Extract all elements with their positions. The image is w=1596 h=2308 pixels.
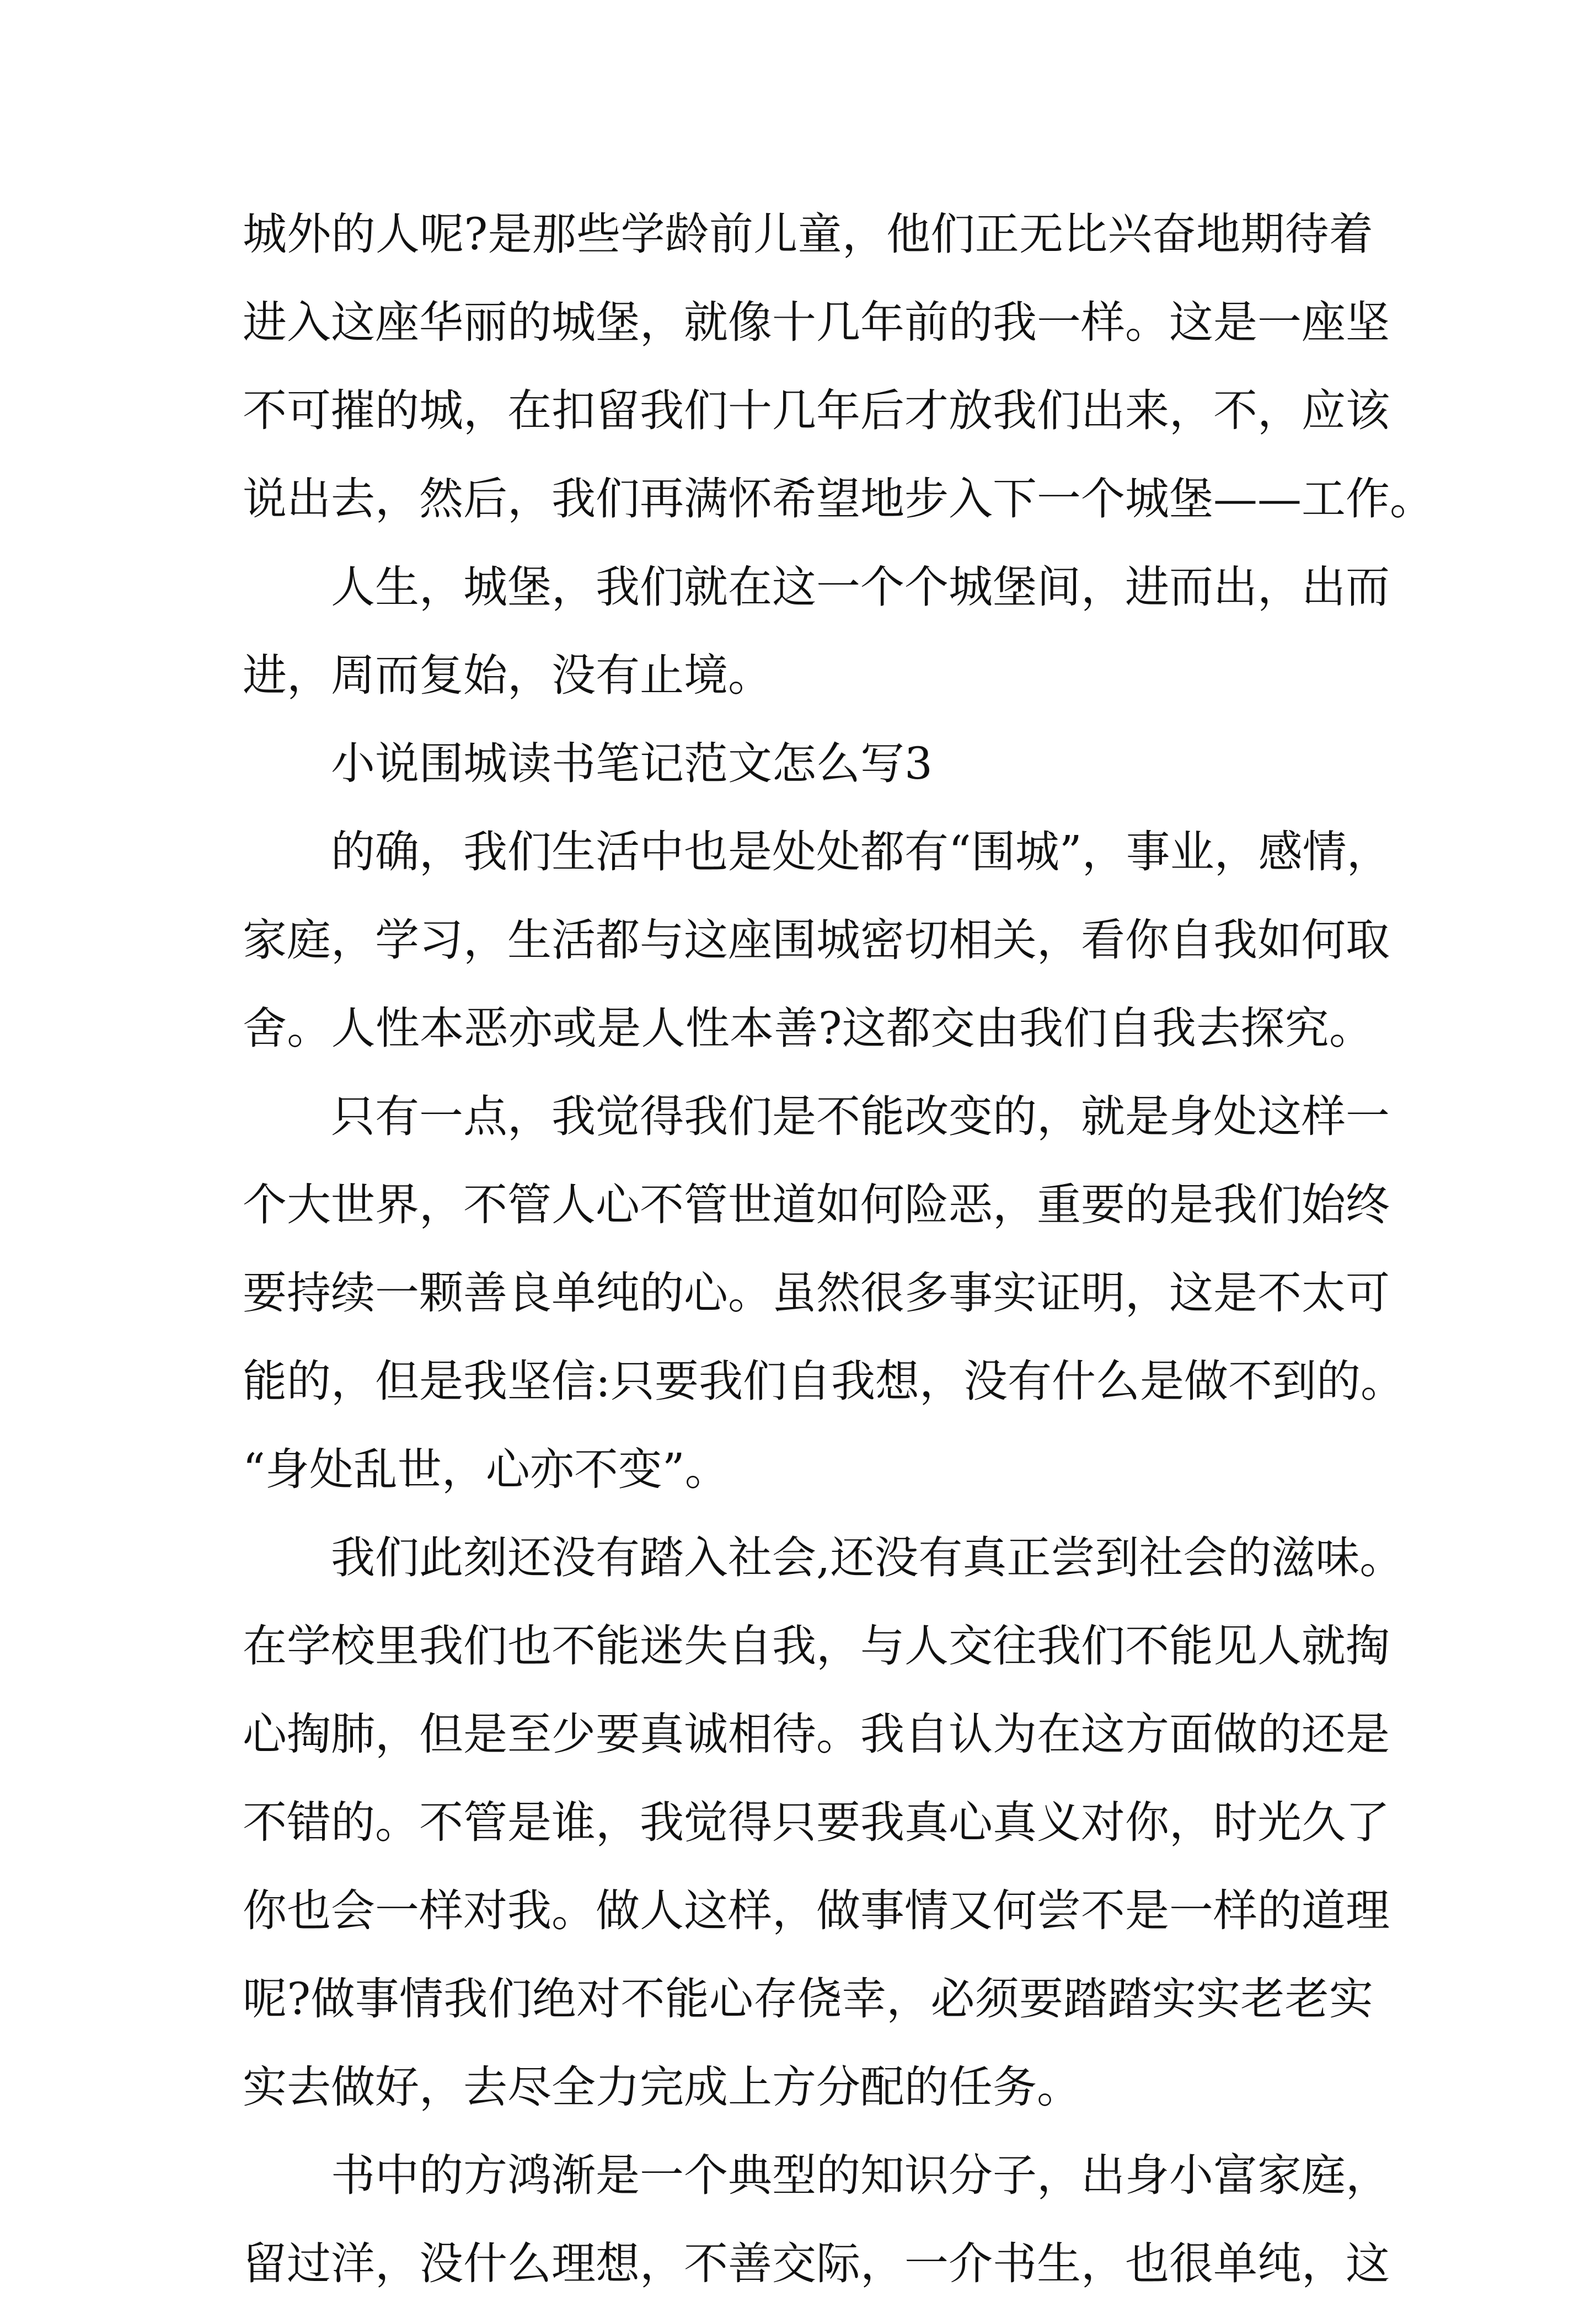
text-line: 要持续一颗善良单纯的心。虽然很多事实证明，这是不太可 xyxy=(243,1267,1390,1319)
text-line: 人生，城堡，我们就在这一个个城堡间，进而出，出而 xyxy=(331,561,1390,613)
text-line: 书中的方鸿渐是一个典型的知识分子，出身小富家庭， xyxy=(331,2150,1390,2201)
text-line: 不可摧的城，在扣留我们十几年后才放我们出来，不，应该 xyxy=(243,385,1390,436)
text-line: “身处乱世，心亦不变”。 xyxy=(243,1444,729,1495)
text-line: 我们此刻还没有踏入社会,还没有真正尝到社会的滋味。 xyxy=(331,1532,1404,1583)
text-line: 在学校里我们也不能迷失自我，与人交往我们不能见人就掏 xyxy=(243,1620,1390,1672)
section-heading: 小说围城读书笔记范文怎么写3 xyxy=(331,738,933,789)
text-line: 说出去，然后，我们再满怀希望地步入下一个城堡——工作。 xyxy=(243,473,1434,524)
text-line: 不错的。不管是谁，我觉得只要我真心真义对你，时光久了 xyxy=(243,1797,1390,1848)
text-line: 你也会一样对我。做人这样，做事情又何尝不是一样的道理 xyxy=(243,1885,1390,1936)
text-line: 进，周而复始，没有止境。 xyxy=(243,650,772,701)
text-line: 的确，我们生活中也是处处都有“围城”，事业，感情， xyxy=(331,826,1391,877)
text-line: 心掏肺，但是至少要真诚相待。我自认为在这方面做的还是 xyxy=(243,1709,1390,1760)
text-line: 留过洋，没什么理想，不善交际，一介书生，也很单纯，这 xyxy=(243,2238,1390,2289)
text-line: 城外的人呢?是那些学龄前儿童，他们正无比兴奋地期待着 xyxy=(243,208,1373,260)
text-line: 只有一点，我觉得我们是不能改变的，就是身处这样一 xyxy=(331,1091,1390,1142)
text-line: 进入这座华丽的城堡，就像十几年前的我一样。这是一座坚 xyxy=(243,297,1390,348)
text-line: 家庭，学习，生活都与这座围城密切相关，看你自我如何取 xyxy=(243,914,1390,966)
text-line: 能的，但是我坚信:只要我们自我想，没有什么是做不到的。 xyxy=(243,1356,1405,1407)
text-line: 实去做好，去尽全力完成上方分配的任务。 xyxy=(243,2061,1081,2113)
text-line: 呢?做事情我们绝对不能心存侥幸，必须要踏踏实实老老实 xyxy=(243,1973,1373,2025)
text-line: 舍。人性本恶亦或是人性本善?这都交由我们自我去探究。 xyxy=(243,1003,1373,1054)
text-line: 个大世界，不管人心不管世道如何险恶，重要的是我们始终 xyxy=(243,1179,1390,1230)
